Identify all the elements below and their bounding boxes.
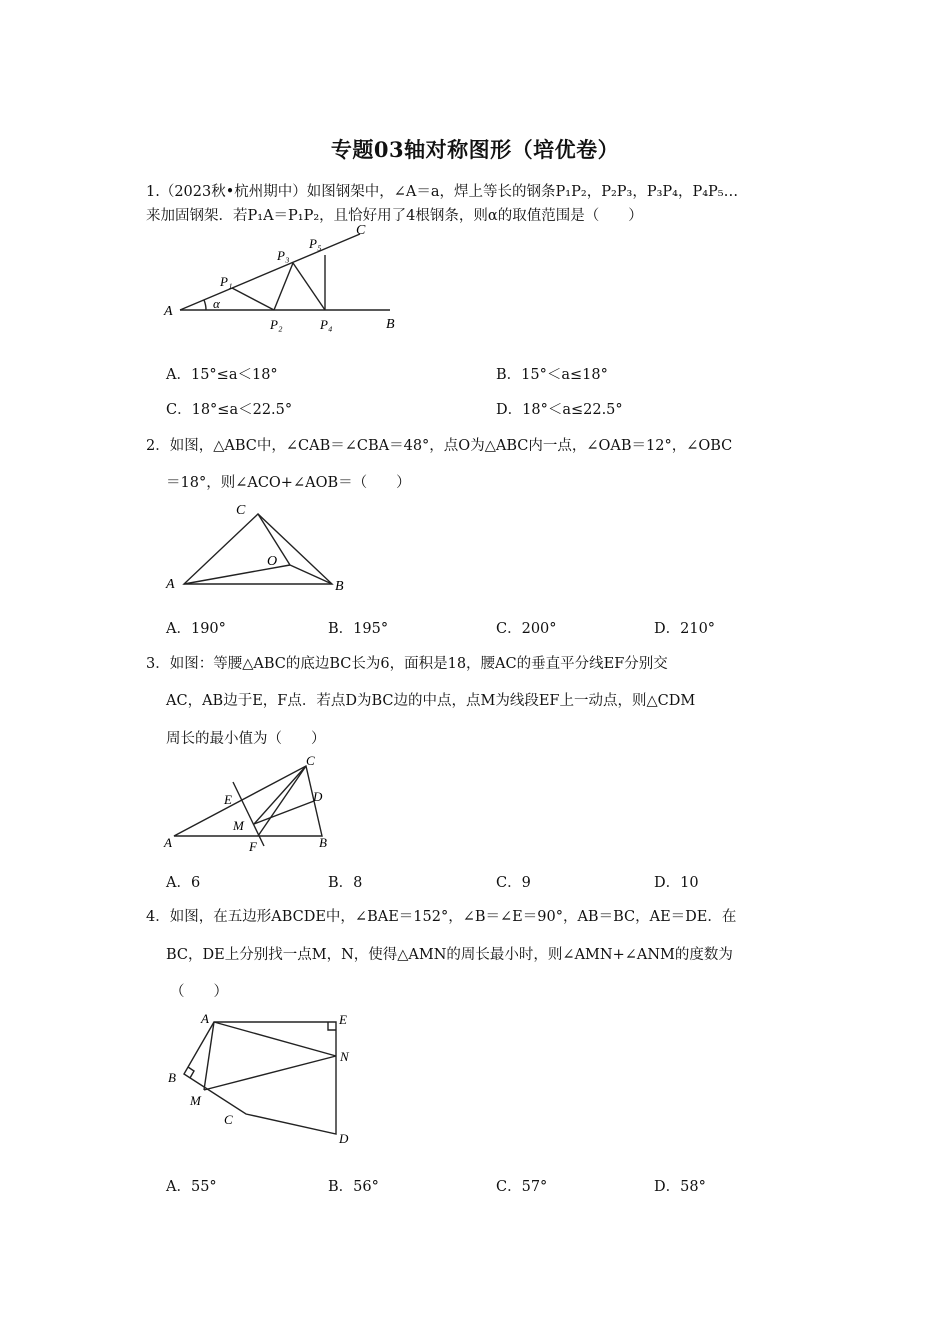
- q3-text-line3: 周长的最小值为（ ）: [166, 731, 326, 747]
- q3-segment-cm: [254, 766, 306, 824]
- q1-label-p5: P₅: [309, 236, 322, 251]
- q3-label-c: C: [306, 753, 315, 768]
- q2-label-a: A: [166, 577, 175, 592]
- q1-label-p4: P₄: [320, 317, 333, 332]
- q4-option-c[interactable]: C．57°: [496, 1179, 548, 1195]
- q2-option-a[interactable]: A．190°: [166, 621, 226, 637]
- q4-label-m: M: [190, 1093, 201, 1108]
- q4-pentagon-abcde: [184, 1022, 336, 1134]
- q3-label-e: E: [224, 792, 232, 807]
- q2-segment-bo: [290, 565, 332, 584]
- q2-text-line1: 2．如图，△ABC中，∠CAB＝∠CBA＝48°，点O为△ABC内一点，∠OAB＝12°，∠OBC: [146, 438, 733, 454]
- q3-label-a: A: [164, 835, 172, 850]
- q1-option-a[interactable]: A．15°≤a＜18°: [166, 367, 278, 383]
- q1-label-p1: P₁: [220, 274, 233, 289]
- q1-bar-p1p2: [232, 288, 274, 310]
- q1-label-p2: P₂: [270, 317, 283, 332]
- q2-option-c[interactable]: C．200°: [496, 621, 557, 637]
- q3-label-b: B: [319, 835, 327, 850]
- q4-segment-an: [214, 1022, 336, 1056]
- q3-text-line2: AC，AB边于E，F点．若点D为BC边的中点，点M为线段EF上一动点，则△CDM: [166, 693, 696, 709]
- q4-figure: [160, 1004, 370, 1154]
- q1-line-ac: [180, 234, 360, 310]
- q4-segment-mn: [204, 1056, 336, 1090]
- q3-text-line1: 3．如图：等腰△ABC的底边BC长为6，面积是18，腰AC的垂直平分线EF分别交: [146, 656, 668, 672]
- q1-option-c[interactable]: C．18°≤a＜22.5°: [166, 402, 293, 418]
- q3-option-b[interactable]: B．8: [328, 875, 363, 891]
- q3-option-d[interactable]: D．10: [654, 875, 699, 891]
- q1-option-d[interactable]: D．18°＜a≤22.5°: [496, 402, 623, 418]
- q4-option-d[interactable]: D．58°: [654, 1179, 706, 1195]
- q3-segment-dm: [254, 801, 314, 824]
- q4-right-angle-e: [328, 1022, 336, 1030]
- q4-option-b[interactable]: B．56°: [328, 1179, 379, 1195]
- q1-text-line1: 1.（2023秋•杭州期中）如图钢架中，∠A＝a，焊上等长的钢条P₁P₂，P₂P₃，P₃P₄，P₄P₅…: [146, 184, 739, 200]
- q1-option-b[interactable]: B．15°＜a≤18°: [496, 367, 608, 383]
- q1-label-c: C: [356, 223, 366, 238]
- q1-bar-p2p3: [274, 263, 293, 310]
- q2-text-line2: ＝18°，则∠ACO+∠AOB＝（ ）: [166, 475, 411, 491]
- q3-option-a[interactable]: A．6: [166, 875, 201, 891]
- q4-segment-am: [204, 1022, 214, 1090]
- q2-label-b: B: [335, 579, 344, 594]
- q1-angle-arc: [204, 300, 206, 310]
- q3-label-f: F: [249, 839, 257, 854]
- q3-label-d: D: [313, 789, 323, 804]
- q2-label-o: O: [267, 554, 278, 569]
- q1-figure: [160, 218, 410, 338]
- q4-label-n: N: [340, 1049, 349, 1064]
- q4-label-c: C: [224, 1112, 233, 1127]
- q4-label-d: D: [339, 1131, 349, 1146]
- q2-option-d[interactable]: D．210°: [654, 621, 716, 637]
- q4-text-line2: BC，DE上分别找一点M，N，使得△AMN的周长最小时，则∠AMN+∠ANM的度数为: [166, 947, 733, 963]
- q1-bar-p3p4: [293, 263, 325, 310]
- q2-option-b[interactable]: B．195°: [328, 621, 389, 637]
- page-title: 专题03轴对称图形（培优卷）: [330, 137, 620, 162]
- q4-label-e: E: [339, 1012, 347, 1027]
- q1-text-line2: 来加固钢架．若P₁A＝P₁P₂，且恰好用了4根钢条，则α的取值范围是（ ）: [146, 208, 643, 224]
- q4-option-a[interactable]: A．55°: [166, 1179, 217, 1195]
- q2-label-c: C: [236, 503, 246, 518]
- q4-text-line1: 4．如图，在五边形ABCDE中，∠BAE＝152°，∠B＝∠E＝90°，AB＝BC，AE＝DE．在: [146, 909, 737, 925]
- q3-figure: [160, 750, 360, 860]
- q1-label-b: B: [386, 317, 395, 332]
- q1-label-p3: P₃: [277, 248, 290, 263]
- q4-text-line3: （ ）: [170, 984, 228, 1000]
- q3-segment-cf: [258, 766, 306, 836]
- q3-option-c[interactable]: C．9: [496, 875, 531, 891]
- q2-figure: [160, 496, 360, 596]
- q3-triangle-abc: [174, 766, 322, 836]
- q3-label-m: M: [233, 818, 244, 833]
- q1-label-a: A: [164, 304, 173, 319]
- q4-label-a: A: [201, 1011, 209, 1026]
- q4-label-b: B: [168, 1070, 176, 1085]
- q1-label-alpha: α: [213, 296, 220, 311]
